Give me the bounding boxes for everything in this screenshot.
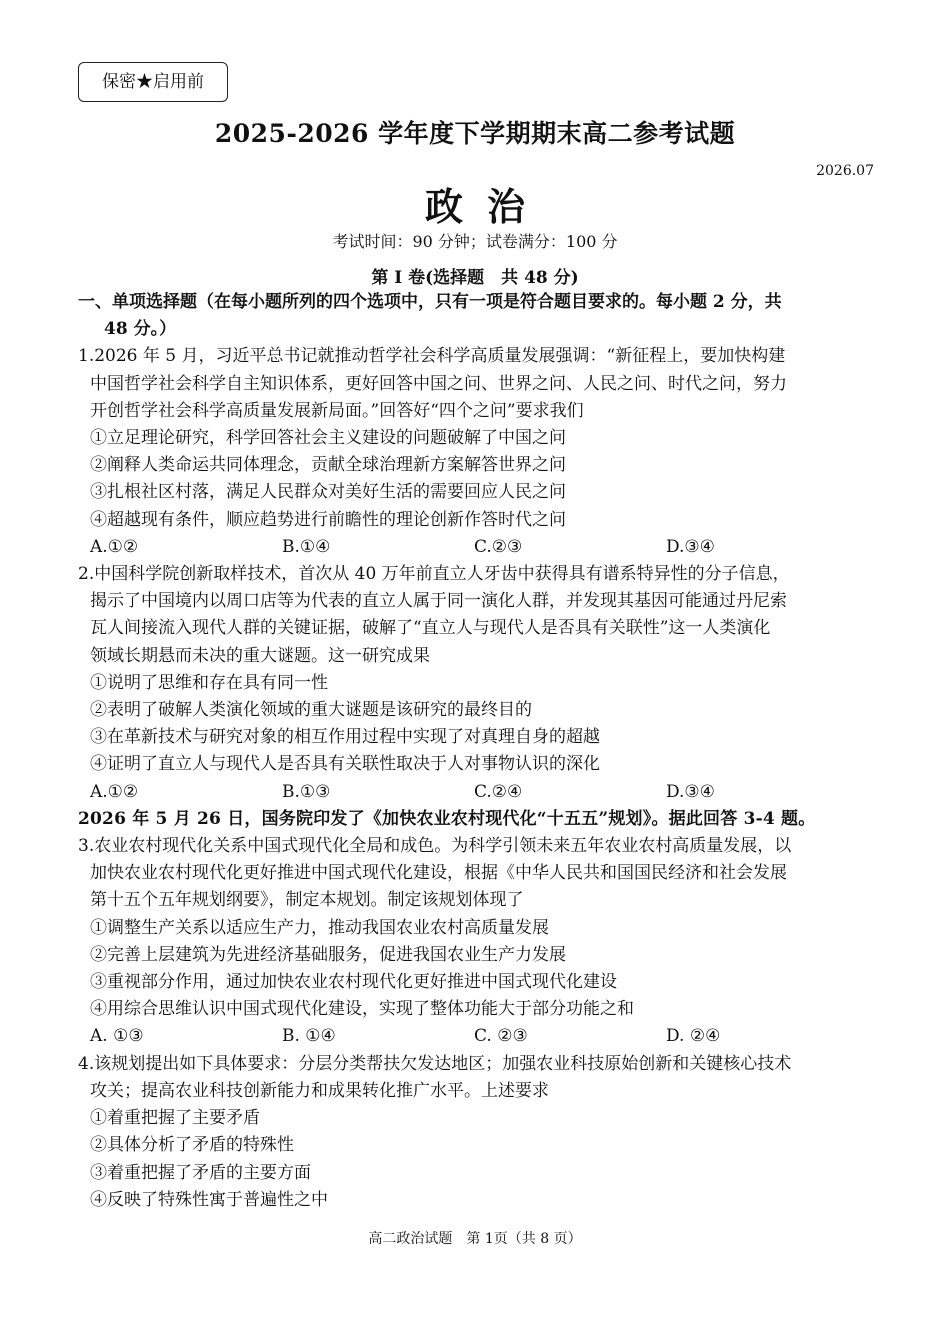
statement-option: ④超越现有条件，顺应趋势进行前瞻性的理论创新作答时代之问 [90,509,566,530]
statement-option: ②具体分析了矛盾的特殊性 [90,1135,294,1156]
question-stem: 第十五个五年规划纲要》，制定本规划。制定该规划体现了 [90,890,524,911]
question-stem: 开创哲学社会科学高质量发展新局面。”回答好“四个之问”要求我们 [90,400,584,421]
question-content [78,289,878,1214]
answer-choices [78,534,878,561]
choice-d: D.③④ [666,536,715,557]
choice-a: A.①② [90,781,139,802]
statement-option: ①立足理论研究，科学回答社会主义建设的问题破解了中国之问 [90,428,566,449]
subject-title: 政治 [424,184,549,229]
choice-d: D. ②④ [666,1026,721,1047]
page-footer: 高二政治试题 第 1页（共 8 页） [368,1231,582,1247]
statement-option: ①着重把握了主要矛盾 [90,1108,260,1129]
choice-b: B. ①④ [282,1026,336,1047]
section-instructions: 一、单项选择题（在每小题所列的四个选项中，只有一项是符合题目要求的。每小题 2 分，共 [78,292,782,312]
statement-option: ①说明了思维和存在具有同一性 [90,672,328,693]
question-stem: 4.该规划提出如下具体要求：分层分类帮扶欠发达地区；加强农业科技原始创新和关键核心技术 [78,1053,792,1074]
question-stem: 攻关；提高农业科技创新能力和成果转化推广水平。上述要求 [90,1080,549,1101]
question-1 [78,343,878,561]
statement-option: ②阐释人类命运共同体理念，贡献全球治理新方案解答世界之问 [90,455,566,476]
statement-option: ④证明了直立人与现代人是否具有关联性取决于人对事物认识的深化 [90,754,600,775]
question-stem: 瓦人间接流入现代人群的关键证据，破解了“直立人与现代人是否具有关联性”这一人类演化 [90,618,771,639]
statement-option: ③着重把握了矛盾的主要方面 [90,1162,311,1183]
question-3 [78,833,878,1051]
choice-c: C.②④ [474,781,523,802]
question-stem: 揭示了中国境内以周口店等为代表的直立人属于同一演化人群，并发现其基因可能通过丹尼索 [90,591,787,612]
choice-c: C.②③ [474,536,523,557]
question-2 [78,561,878,806]
choice-d: D.③④ [666,781,715,802]
choice-a: A. ①③ [90,1026,144,1047]
question-4 [78,1051,878,1214]
question-stem: 领域长期悬而未决的重大谜题。这一研究成果 [90,645,430,666]
confidential-badge: 保密★启用前 [78,62,228,102]
choice-a: A.①② [90,536,139,557]
answer-choices [78,1023,878,1050]
statement-option: ①调整生产关系以适应生产力，推动我国农业农村高质量发展 [90,917,549,938]
statement-option: ④反映了特殊性寓于普遍性之中 [90,1189,328,1210]
choice-b: B.①④ [282,536,331,557]
answer-choices [78,779,878,806]
question-stem: 中国哲学社会科学自主知识体系，更好回答中国之问、世界之问、人民之问、时代之问，努力 [90,373,787,394]
choice-b: B.①③ [282,781,331,802]
question-stem: 2.中国科学院创新取样技术，首次从 40 万年前直立人牙齿中获得具有谱系特异性的分子信息， [78,564,790,585]
question-stem: 3.农业农村现代化关系中国式现代化全局和成色。为科学引领未来五年农业农村高质量发展，以 [78,836,792,857]
statement-option: ③在革新技术与研究对象的相互作用过程中实现了对真理自身的超越 [90,727,600,748]
choice-c: C. ②③ [474,1026,528,1047]
statement-option: ③扎根社区村落，满足人民群众对美好生活的需要回应人民之问 [90,482,566,503]
shared-passage: 2026 年 5 月 26 日，国务院印发了《加快农业农村现代化“十五五”规划》。据此回答 3-4 题。 [78,808,816,829]
part-title: 第 I 卷(选择题 共 48 分) [371,268,579,288]
statement-option: ④用综合思维认识中国式现代化建设，实现了整体功能大于部分功能之和 [90,999,634,1020]
section-instructions-cont: 48 分。） [104,319,177,340]
statement-option: ②完善上层建筑为先进经济基础服务，促进我国农业生产力发展 [90,944,566,965]
statement-option: ③重视部分作用，通过加快农业农村现代化更好推进中国式现代化建设 [90,972,617,993]
exam-title: 2025-2026 学年度下学期期末高二参考试题 [214,119,736,148]
exam-duration-score: 考试时间：90 分钟；试卷满分：100 分 [332,232,618,251]
statement-option: ②表明了破解人类演化领域的重大谜题是该研究的最终目的 [90,700,532,721]
question-stem: 1.2026 年 5 月，习近平总书记就推动哲学社会科学高质量发展强调：“新征程上，要加快构建 [78,346,786,367]
question-stem: 加快农业农村现代化更好推进中国式现代化建设，根据《中华人民共和国国民经济和社会发展 [90,863,787,884]
exam-date: 2026.07 [816,163,874,179]
